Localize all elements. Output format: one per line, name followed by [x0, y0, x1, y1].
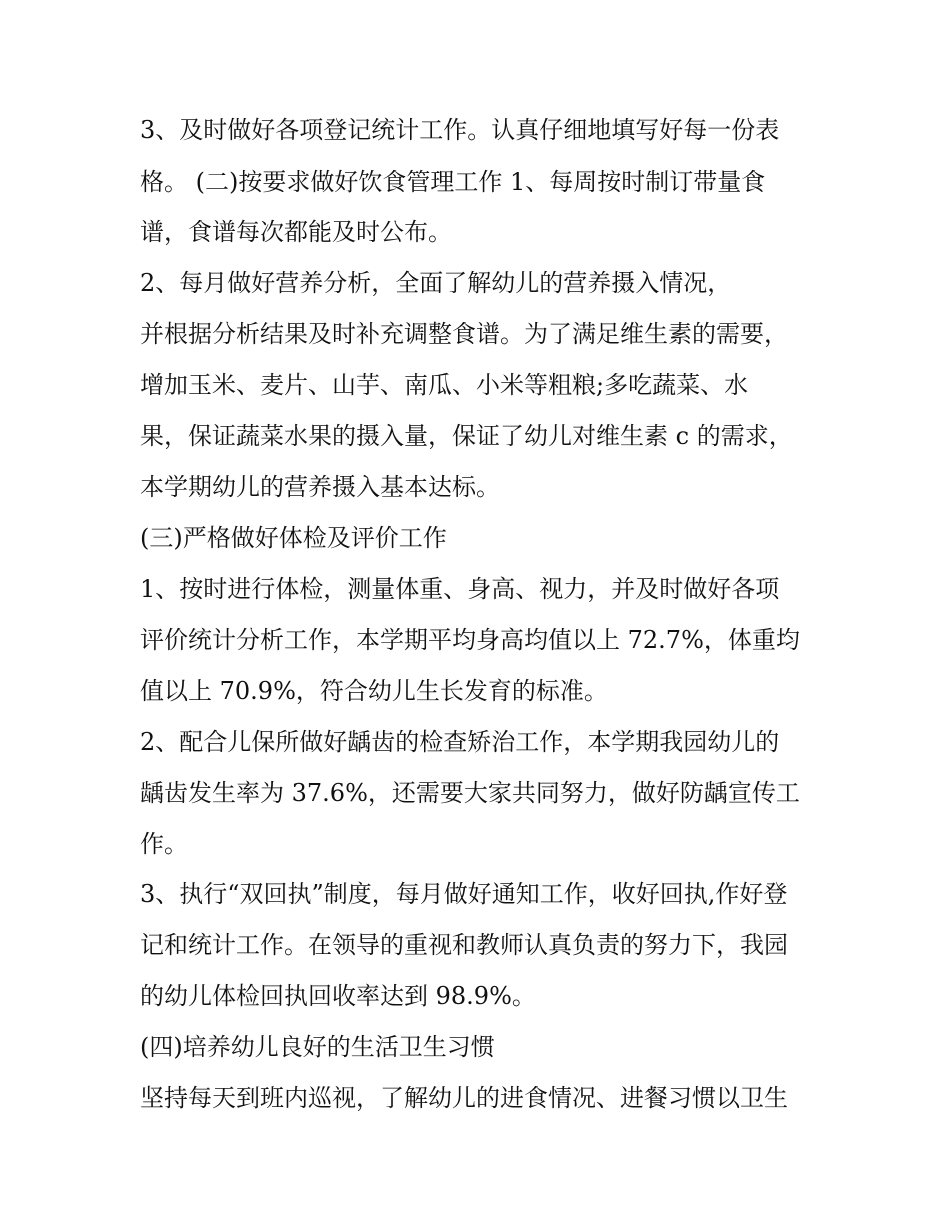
section-heading: (四)培养幼儿良好的生活卫生习惯 [140, 1033, 495, 1061]
text-line: 作。 [140, 830, 188, 858]
text-line: 3、执行“双回执”制度，每月做好通知工作，收好回执,作好登 [140, 880, 788, 908]
text-line: 格。 (二)按要求做好饮食管理工作 1、每周按时制订带量食 [140, 168, 766, 196]
text-line: 龋齿发生率为 37.6%，还需要大家共同努力，做好防龋宣传工 [140, 779, 800, 807]
text-line: 评价统计分析工作，本学期平均身高均值以上 72.7%，体重均 [140, 626, 800, 654]
section-heading: (三)严格做好体检及评价工作 [140, 524, 447, 552]
text-line: 3、及时做好各项登记统计工作。认真仔细地填写好每一份表 [140, 116, 780, 144]
text-line: 2、配合儿保所做好龋齿的检查矫治工作，本学期我园幼儿的 [140, 728, 780, 756]
text-line: 值以上 70.9%，符合幼儿生长发育的标准。 [140, 677, 608, 705]
text-line: 果，保证蔬菜水果的摄入量，保证了幼儿对维生素 c 的需求， [140, 422, 793, 450]
text-line: 的幼儿体检回执回收率达到 98.9%。 [140, 982, 536, 1010]
text-line: 坚持每天到班内巡视，了解幼儿的进食情况、进餐习惯以卫生 [140, 1084, 788, 1112]
text-line: 1、按时进行体检，测量体重、身高、视力，并及时做好各项 [140, 575, 780, 603]
text-line: 记和统计工作。在领导的重视和教师认真负责的努力下，我园 [140, 931, 788, 959]
text-line: 2、每月做好营养分析，全面了解幼儿的营养摄入情况， [140, 269, 732, 297]
text-line: 本学期幼儿的营养摄入基本达标。 [140, 473, 500, 501]
text-line: 增加玉米、麦片、山芋、南瓜、小米等粗粮;多吃蔬菜、水 [140, 371, 749, 399]
text-line: 谱，食谱每次都能及时公布。 [140, 218, 452, 246]
text-line: 并根据分析结果及时补充调整食谱。为了满足维生素的需要， [140, 320, 788, 348]
